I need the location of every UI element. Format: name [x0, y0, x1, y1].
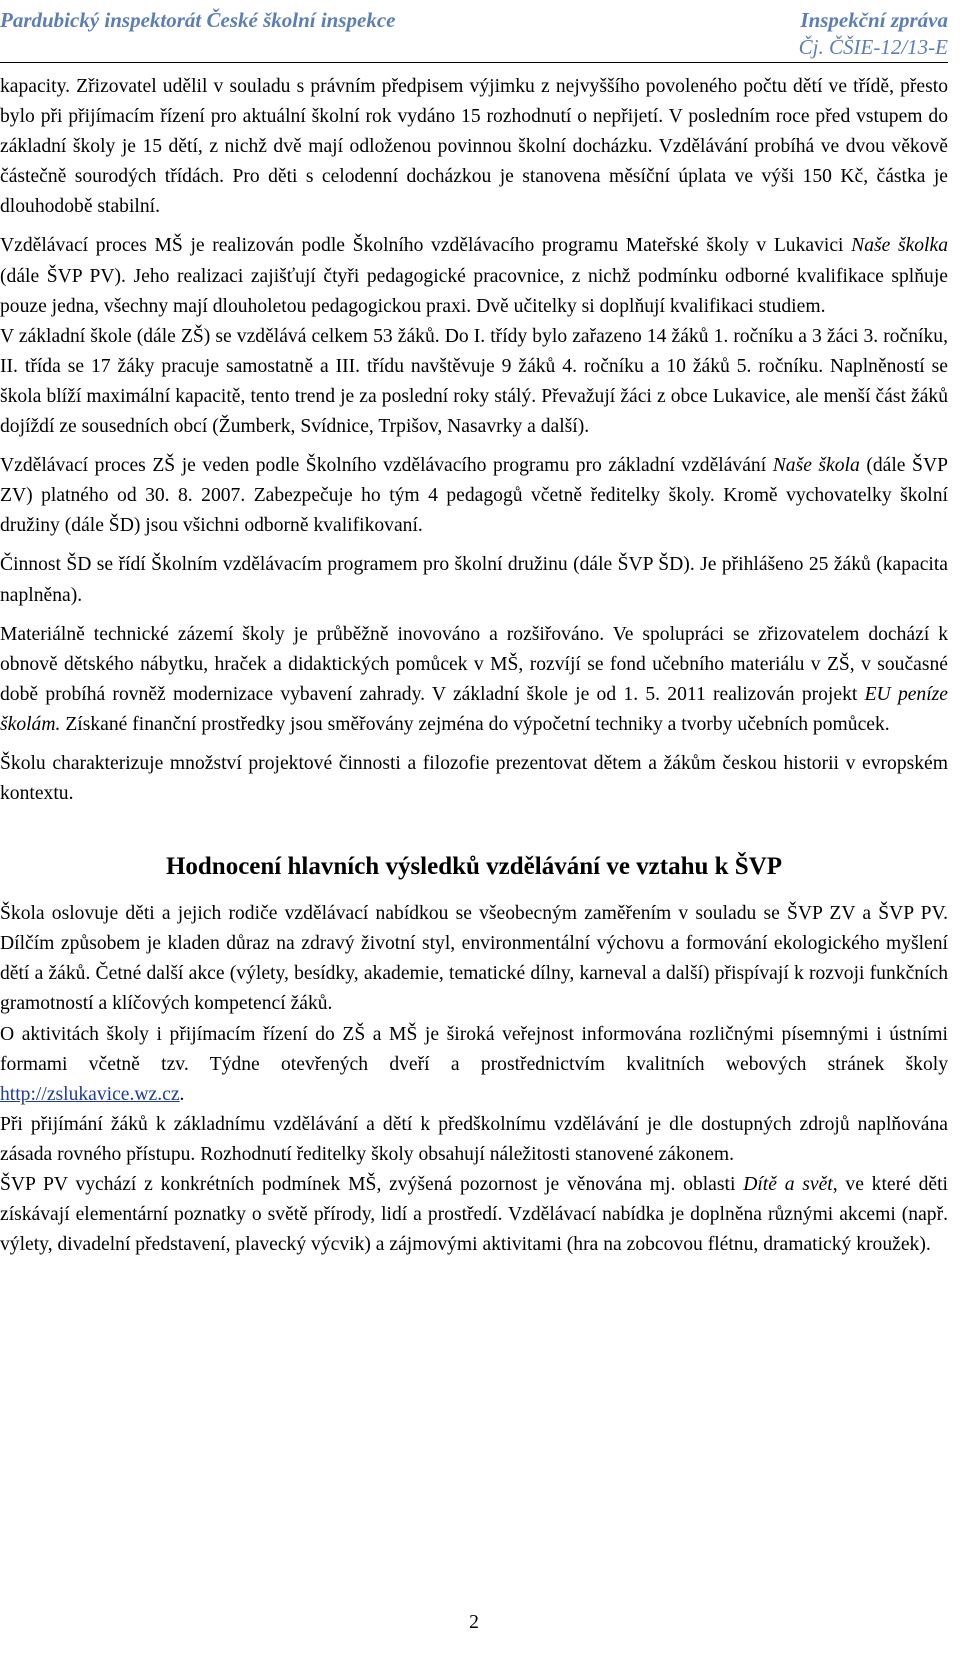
text-segment: O aktivitách školy i přijímacím řízení do ZŠ a MŠ je široká veřejnost informována rozličnými písemnými i ústními formami včetně tzv. Týdne otevřených dveří a prostřednictvím kvalitních webových stránek školy	[0, 1023, 948, 1075]
page-number: 2	[469, 1612, 479, 1633]
header-divider	[0, 62, 948, 63]
text-segment: (dále ŠVP PV). Jeho realizaci zajišťují čtyři pedagogické pracovnice, z nichž podmínku odborné kvalifikace splňuje pouze jedna, všechny mají dlouholetou pedagogickou praxi. Dvě učitelky si doplňují kvalifikaci studiem.	[0, 265, 948, 317]
paragraph-offer: Škola oslovuje děti a jejich rodiče vzdělávací nabídkou se všeobecným zaměřením v souladu se ŠVP ZV a ŠVP PV. Dílčím způsobem je kladen důraz na zdravý životní styl, environmentální výchovu a formování ekologického myšlení dětí a žáků. Četné další akce (výlety, besídky, akademie, tematické dílny, karneval a další) přispívají k rozvoji funkčních gramotností a klíčových kompetencí žáků.	[0, 903, 948, 1015]
project-name-italic: EU peníze školám.	[0, 683, 948, 735]
paragraph-admission: Při přijímání žáků k základnímu vzdělávání a dětí k předškolnímu vzdělávání je dle dostupných zdrojů naplňována zásada rovného přístupu. Rozhodnutí ředitelky školy obsahují náležitosti stanovené zákonem.	[0, 1113, 948, 1165]
paragraph-material	[0, 620, 948, 740]
text-segment: Vzdělávací proces MŠ je realizován podle Školního vzdělávacího programu Mateřské školy v Lukavici	[0, 235, 844, 257]
area-name-italic: Dítě a svět	[743, 1174, 833, 1195]
program-name-italic: Naše školka	[851, 235, 948, 257]
paragraph-capacity: kapacity. Zřizovatel udělil v souladu s právním předpisem výjimku z nejvyššího povoleného počtu dětí ve třídě, přesto bylo při přijímacím řízení pro aktuální školní rok vydáno 15 rozhodnutí o nepřijetí. V posledním roce před vstupem do základní školy je 15 dětí, z nichž dvě mají odloženou povinnou školní docházku. Vzdělávání probíhá ve dvou věkově částečně sourodých třídách. Pro děti s celodenní docházkou je stanovena měsíční úplata ve výši 150 Kč, částka je dlouhodobě stabilní.	[0, 76, 948, 218]
paragraph-zs-pupils: V základní škole (dále ZŠ) se vzdělává celkem 53 žáků. Do I. třídy bylo zařazeno 14 žáků 1. ročníku a 3 žáci 3. ročníku, II. třída se 17 žáky pracuje samostatně a III. třídu navštěvuje 9 žáků 4. ročníku a 10 žáků 5. ročníku. Naplněností se škola blíží maximální kapacitě, tento trend je za poslední roky stálý. Převažují žáci z obce Lukavice, ale menší část žáků dojíždí ze sousedních obcí (Žumberk, Svídnice, Trpišov, Nasavrky a další).	[0, 325, 948, 438]
paragraph-projects: Školu charakterizuje množství projektové činnosti a filozofie prezentovat dětem a žákům českou historii v evropském kontextu.	[0, 752, 948, 805]
text-segment: .	[179, 1083, 185, 1105]
page-content	[0, 72, 948, 1260]
text-segment: (dále ŠVP ZV) platného od 30. 8. 2007. Zabezpečuje ho tým 4 pedagogů včetně ředitelky školy. Kromě vychovatelky školní družiny (dále ŠD) jsou všichni odborně kvalifikovaní.	[0, 455, 948, 537]
school-website-link[interactable]: http://zslukavice.wz.cz	[0, 1083, 180, 1105]
section-title: Hodnocení hlavních výsledků vzdělávání ve vztahu k ŠVP	[165, 853, 783, 881]
text-segment: Materiálně technické zázemí školy je průběžně inovováno a rozšiřováno. Ve spolupráci se zřizovatelem dochází k obnově dětského nábytku, hraček a didaktických pomůcek v MŠ, rozvíjí se fond učebního materiálu v ZŠ, v současné době probíhá rovněž modernizace vybavení zahrady. V základní škole je od 1. 5. 2011 realizován projekt	[0, 623, 948, 705]
paragraph-public-info	[0, 1020, 948, 1110]
paragraph-sd: Činnost ŠD se řídí Školním vzdělávacím programem pro školní družinu (dále ŠVP ŠD). Je přihlášeno 25 žáků (kapacita naplněna).	[0, 554, 948, 606]
text-segment: ŠVP PV vychází z konkrétních podmínek MŠ, zvýšená pozornost je věnována mj. oblasti	[0, 1174, 736, 1195]
text-segment: Vzdělávací proces ZŠ je veden podle Školního vzdělávacího programu pro základní vzdělávání	[0, 455, 767, 477]
header-reference-number: Čj. ČŠIE-12/13-E	[798, 35, 948, 59]
header-organization: Pardubický inspektorát České školní inspekce	[0, 8, 396, 32]
text-segment: , ve které děti získávají elementární poznatky o světě přírody, lidí a prostředí. Vzdělávací nabídka je doplněna různými akcemi (např. výlety, divadelní představení, plavecký výcvik) a zájmovými aktivitami (hra na zobcovou flétnu, dramatický kroužek).	[0, 1174, 948, 1256]
paragraph-zs-program	[0, 451, 948, 541]
text-segment: Získané finanční prostředky jsou směřovány zejména do výpočetní techniky a tvorby učebních pomůcek.	[65, 713, 890, 735]
paragraph-ms-program	[0, 231, 948, 321]
program-name-italic: Naše škola	[772, 455, 860, 477]
paragraph-svp-pv	[0, 1170, 948, 1260]
header-document-type: Inspekční zpráva	[800, 8, 948, 32]
